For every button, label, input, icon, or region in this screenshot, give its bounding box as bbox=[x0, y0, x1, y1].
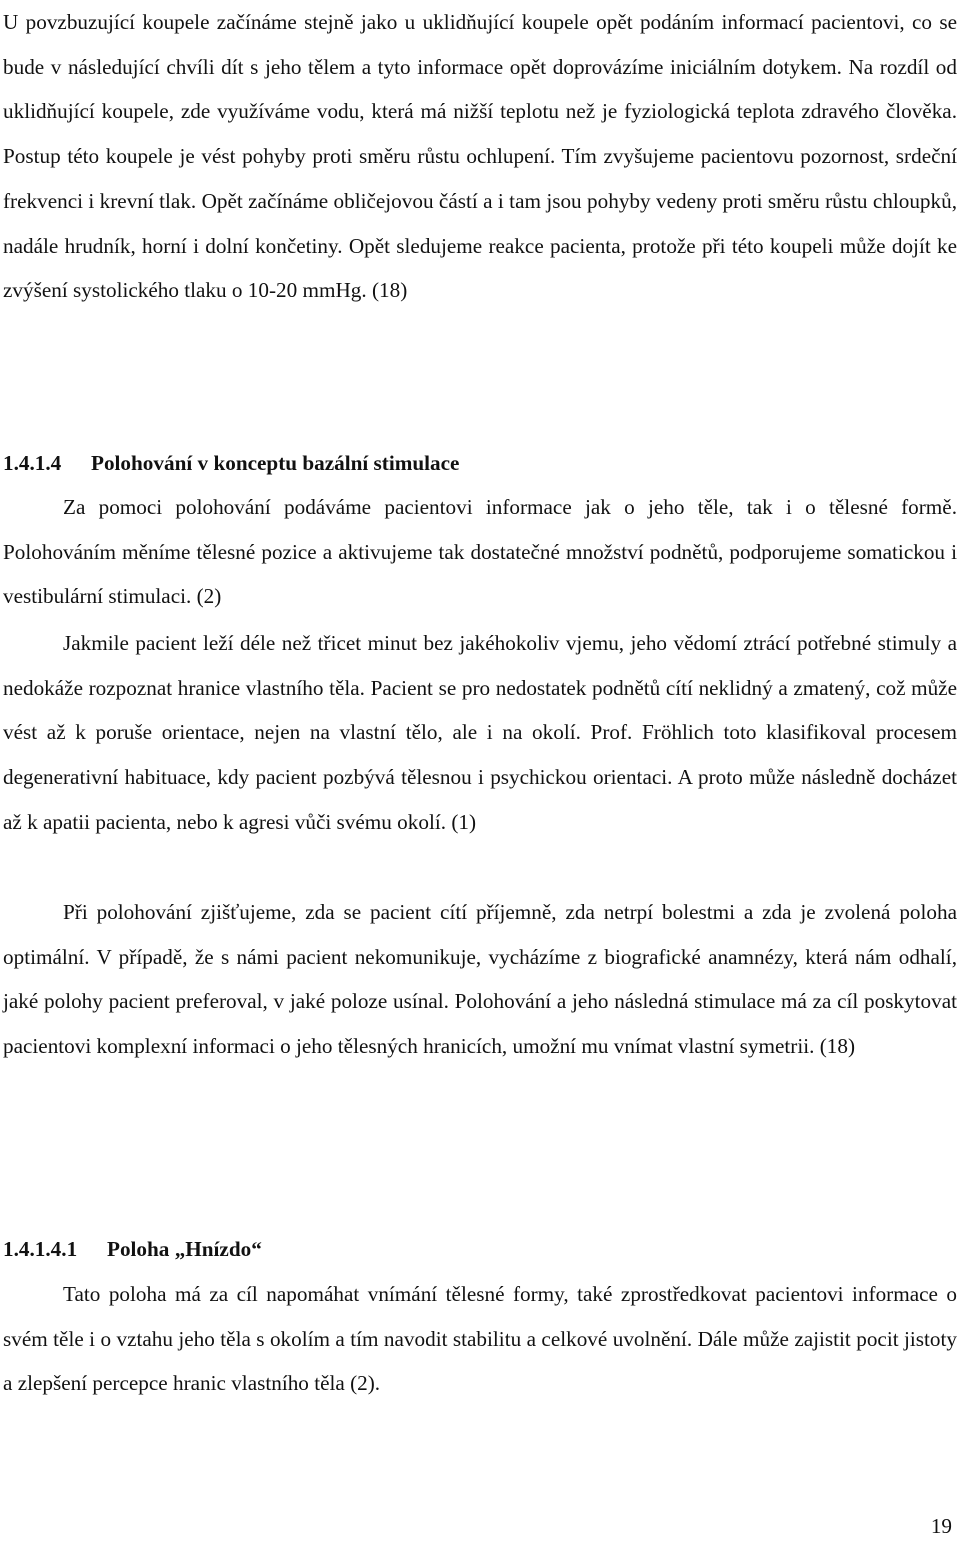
section-number: 1.4.1.4 bbox=[3, 451, 62, 475]
subsection-number: 1.4.1.4.1 bbox=[3, 1237, 78, 1261]
paragraph-nest-position: Tato poloha má za cíl napomáhat vnímání tělesné formy, také zprostředkovat pacientovi informace o svém těle i o vztahu jeho těla s okolím a tím navodit stabilitu a celkové uvolnění. Dále může zajistit pocit jistoty a zlepšení percepce hranic vlastního těla (2). bbox=[3, 1282, 957, 1396]
paragraph-positioning-checks: Při polohování zjišťujeme, zda se pacient cítí příjemně, zda netrpí bolestmi a zda je zvolená poloha optimální. V případě, že s námi pacient nekomunikuje, vycházíme z biografické anamnézy, která nám odhalí, jaké polohy pacient preferoval, v jaké poloze usínal. Polohování a jeho následná stimulace má za cíl poskytovat pacientovi komplexní informaci o jeho tělesných hranicích, umožní mu vnímat vlastní symetrii. (18) bbox=[3, 900, 957, 1059]
page-number: 19 bbox=[930, 1514, 952, 1538]
document-page bbox=[3, 0, 957, 1544]
section-title: Polohování v konceptu bazální stimulace bbox=[91, 451, 460, 475]
paragraph-stimulating-bath: U povzbuzující koupele začínáme stejně jako u uklidňující koupele opět podáním informací pacientovi, co se bude v následující chvíli dít s jeho tělem a tyto informace opět doprovázíme iniciálním dotykem. Na rozdíl od uklidňující koupele, zde využíváme vodu, která má nižší teplotu než je fyziologická teplota zdravého člověka. Postup této koupele je vést pohyby proti směru růstu ochlupení. Tím zvyšujeme pacientovu pozornost, srdeční frekvenci i krevní tlak. Opět začínáme obličejovou částí a i tam jsou pohyby vedeny proti směru růstu chloupků, nadále hrudník, horní i dolní končetiny. Opět sledujeme reakce pacienta, protože při této koupeli může dojít ke zvýšení systolického tlaku o 10-20 mmHg. (18) bbox=[3, 10, 957, 303]
section-heading-positioning bbox=[3, 443, 957, 483]
paragraph-habituation: Jakmile pacient leží déle než třicet minut bez jakéhokoliv vjemu, jeho vědomí ztrácí potřebné stimuly a nedokáže rozpoznat hranice vlastního těla. Pacient se pro nedostatek podnětů cítí neklidný a zmatený, což může vést až k poruše orientace, nejen na vlastní tělo, ale i na okolí. Prof. Fröhlich toto klasifikoval procesem degenerativní habituace, kdy pacient pozbývá tělesnou i psychickou orientaci. A proto může následně docházet až k apatii pacienta, nebo k agresi vůči svému okolí. (1) bbox=[3, 631, 957, 834]
subsection-title: Poloha „Hnízdo“ bbox=[107, 1237, 262, 1261]
subsection-heading-nest bbox=[3, 1229, 957, 1269]
paragraph-positioning-intro: Za pomoci polohování podáváme pacientovi informace jak o jeho těle, tak i o tělesné formě. Polohováním měníme tělesné pozice a aktivujeme tak dostatečné množství podnětů, podporujeme somatickou i vestibulární stimulaci. (2) bbox=[3, 495, 957, 609]
